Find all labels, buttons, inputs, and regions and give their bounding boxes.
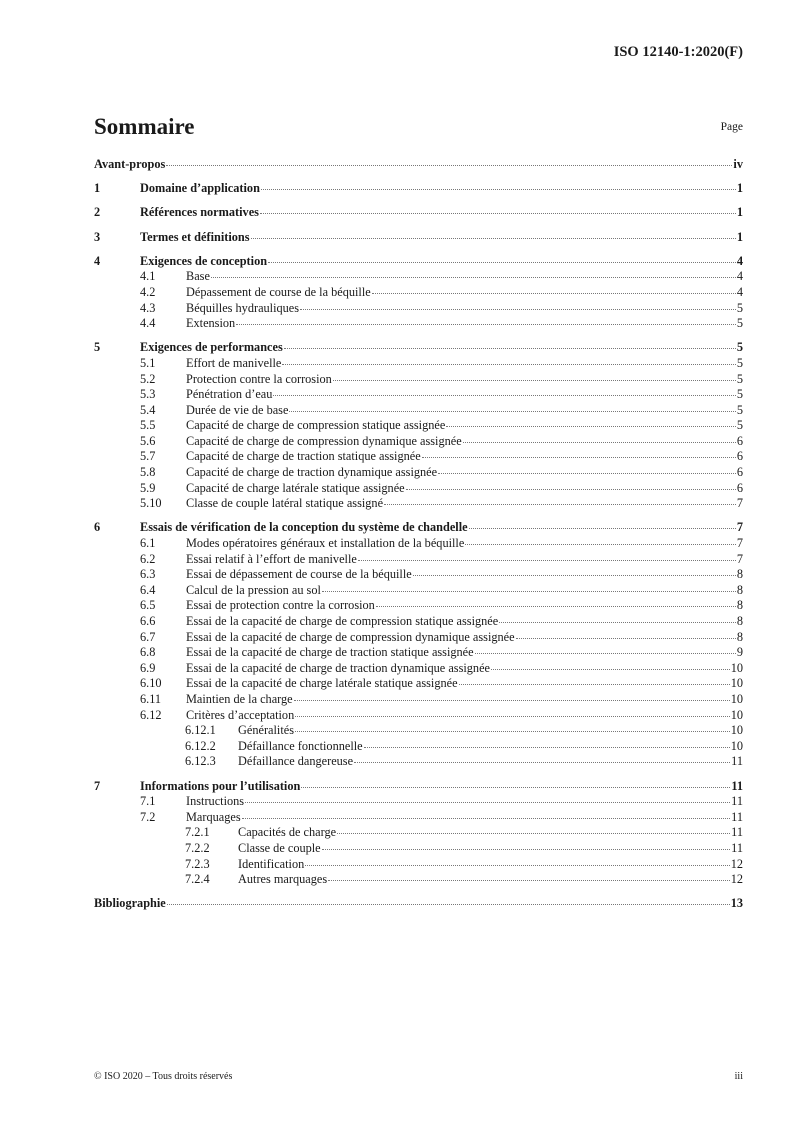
toc-leader-dots [463,442,736,443]
toc-entry-number: 5.1 [140,355,156,370]
toc-entry-title: Capacité de charge de compression dynamique assignée [186,433,462,448]
toc-entry-page: 5 [736,371,743,386]
toc-entry[interactable] [94,723,743,739]
toc-entry-number: 6.11 [140,691,162,706]
toc-entry[interactable] [94,301,743,317]
toc-entry-number: 4.3 [140,300,156,315]
toc-leader-dots [261,189,736,190]
toc-leader-dots [475,653,736,654]
toc-entry-number: 2 [94,205,101,220]
toc-entry-page: 6 [736,433,743,448]
toc-leader-dots [337,833,730,834]
toc-entry[interactable] [94,269,743,285]
toc-entry-number: 7.2.4 [185,872,210,887]
toc-entry-title: Défaillance fonctionnelle [238,738,363,753]
toc-leader-dots [422,457,736,458]
toc-entry[interactable] [94,857,743,873]
toc-entry[interactable] [94,598,743,614]
toc-entry-title: Critères d’acceptation [186,707,295,722]
toc-entry-number: 5.8 [140,465,156,480]
toc-entry-title: Effort de manivelle [186,355,282,370]
toc-entry-title: Marquages [186,809,241,824]
toc-leader-dots [295,716,729,717]
toc-leader-dots [438,473,736,474]
toc-entry[interactable] [94,316,743,332]
toc-entry[interactable] [94,676,743,692]
page-column-label: Page [720,121,743,133]
toc-entry-page: iv [733,157,743,171]
toc-entry[interactable] [94,403,743,419]
toc-leader-dots [294,700,730,701]
toc-entry-number: 6.1 [140,536,156,551]
toc-entry-page: 8 [736,582,743,597]
toc-entry[interactable] [94,205,743,221]
toc-entry-page: 10 [730,707,743,722]
toc-entry[interactable] [94,157,743,173]
toc-entry-title: Calcul de la pression au sol [186,582,321,597]
toc-entry-number: 7.1 [140,794,156,809]
toc-entry-page: 4 [736,284,743,299]
toc-entry-page: 5 [736,418,743,433]
toc-entry-page: 8 [736,598,743,613]
toc-entry-number: 3 [94,229,101,244]
toc-entry-page: 1 [736,181,743,196]
toc-entry-page: 11 [731,809,743,824]
toc-entry-title: Capacité de charge de compression statique assignée [186,418,446,433]
toc-entry-page: 4 [736,253,743,268]
toc-entry-title: Capacité de charge de traction statique assignée [186,449,421,464]
footer-copyright: © ISO 2020 – Tous droits réservés [94,1071,233,1082]
toc-leader-dots [260,213,736,214]
toc-entry-page: 6 [736,480,743,495]
toc-entry-title: Capacités de charge [238,825,337,840]
toc-entry[interactable] [94,434,743,450]
toc-entry-title: Béquilles hydrauliques [186,300,300,315]
toc-entry-title: Termes et définitions [140,229,250,244]
toc-entry-page: 5 [736,402,743,417]
toc-leader-dots [465,544,736,545]
toc-leader-dots [384,504,736,505]
toc-entry-number: 6.2 [140,551,156,566]
toc-entry-title: Maintien de la charge [186,691,293,706]
toc-entry-number: 5.7 [140,449,156,464]
toc-entry[interactable] [94,794,743,810]
toc-leader-dots [166,165,732,166]
toc-entry-title: Références normatives [140,205,259,220]
toc-entry-title: Base [186,269,210,284]
toc-entry-page: 6 [736,449,743,464]
toc-entry-title: Protection contre la corrosion [186,371,332,386]
toc-entry-page: 5 [736,387,743,402]
toc-entry-page: 5 [736,316,743,331]
document-id: ISO 12140-1:2020(F) [613,44,743,60]
toc-leader-dots [372,293,736,294]
toc-entry-page: 7 [736,536,743,551]
toc-entry-number: 7.2.1 [185,825,210,840]
toc-entry-number: 5.5 [140,418,156,433]
toc-entry[interactable] [94,754,743,770]
toc-entry-title: Classe de couple [238,840,321,855]
toc-entry-number: 5.4 [140,402,156,417]
toc-entry[interactable] [94,692,743,708]
toc-entry-number: 5 [94,340,101,355]
toc-entry-page: 1 [736,205,743,220]
toc-entry-page: 12 [730,856,743,871]
toc-entry-number: 4.2 [140,284,156,299]
toc-entry[interactable] [94,449,743,465]
toc-entry-title: Essais de vérification de la conception du système de chandelle [140,520,468,535]
toc-entry[interactable] [94,841,743,857]
toc-entry-title: Exigences de conception [140,253,268,268]
toc-entry-number: 6.8 [140,645,156,660]
toc-entry-number: 5.3 [140,387,156,402]
toc-entry-page: 11 [731,825,743,840]
toc-entry[interactable] [94,418,743,434]
toc-entry-title: Avant-propos [94,157,166,171]
toc-leader-dots [236,324,736,325]
toc-leader-dots [516,638,736,639]
toc-entry-number: 7.2.3 [185,856,210,871]
toc-entry[interactable] [94,552,743,568]
toc-entry-number: 6.9 [140,660,156,675]
toc-entry[interactable] [94,872,743,888]
toc-entry-number: 6.12.3 [185,754,216,769]
toc-entry-number: 7.2 [140,809,156,824]
toc-entry-number: 7 [94,778,101,793]
toc-entry-page: 8 [736,614,743,628]
toc-entry[interactable] [94,567,743,583]
toc-entry-number: 7.2.2 [185,840,210,855]
toc-leader-dots [358,560,736,561]
toc-leader-dots [499,622,736,623]
toc-entry-number: 6.10 [140,676,162,691]
toc-entry-title: Informations pour l’utilisation [140,778,301,793]
toc-entry-number: 6.3 [140,567,156,582]
toc-entry-page: 10 [730,738,743,753]
toc-entry-title: Défaillance dangereuse [238,754,354,769]
toc-entry-title: Modes opératoires généraux et installation de la béquille [186,536,465,551]
toc-leader-dots [282,364,735,365]
toc-entry[interactable] [94,810,743,826]
toc-entry-page: 10 [730,723,743,738]
toc-entry-number: 6.6 [140,614,156,628]
toc-entry-page: 13 [730,896,743,911]
toc-leader-dots [300,309,736,310]
toc-entry-title: Essai de la capacité de charge de compression statique assignée [186,614,499,628]
toc-leader-dots [289,411,735,412]
toc-entry-number: 6.12.1 [185,723,216,738]
toc-entry[interactable] [94,536,743,552]
toc-entry[interactable] [94,340,743,356]
toc-leader-dots [322,849,731,850]
toc-entry-title: Extension [186,316,236,331]
toc-leader-dots [446,426,736,427]
toc-leader-dots [167,904,730,905]
toc-leader-dots [284,348,736,349]
toc-entry-title: Pénétration d’eau [186,387,273,402]
toc-entry-number: 4.1 [140,269,156,284]
toc-leader-dots [354,762,730,763]
table-of-contents [94,157,743,912]
toc-leader-dots [469,528,736,529]
toc-entry-number: 6 [94,520,101,535]
toc-entry-number: 5.9 [140,480,156,495]
toc-entry-title: Essai de la capacité de charge latérale statique assignée [186,676,458,691]
toc-entry-title: Essai de la capacité de charge de traction statique assignée [186,645,474,660]
toc-leader-dots [211,277,736,278]
toc-entry[interactable] [94,520,743,536]
toc-entry[interactable] [94,661,743,677]
toc-entry-page: 12 [730,872,743,887]
toc-leader-dots [459,684,730,685]
toc-entry-page: 7 [736,496,743,511]
toc-entry[interactable] [94,181,743,197]
toc-leader-dots [301,787,730,788]
toc-leader-dots [251,238,736,239]
toc-entry-page: 5 [736,355,743,370]
toc-leader-dots [333,380,736,381]
toc-entry[interactable] [94,465,743,481]
toc-entry-number: 6.4 [140,582,156,597]
toc-entry-number: 1 [94,181,101,196]
toc-entry-title: Identification [238,856,305,871]
toc-leader-dots [242,818,731,819]
toc-entry[interactable] [94,708,743,724]
toc-leader-dots [376,606,736,607]
toc-leader-dots [295,731,730,732]
toc-leader-dots [413,575,736,576]
toc-entry-number: 6.12.2 [185,738,216,753]
toc-entry-number: 5.6 [140,433,156,448]
toc-entry-title: Essai de la capacité de charge de traction dynamique assignée [186,660,490,675]
toc-entry-page: 4 [736,269,743,284]
toc-leader-dots [364,747,730,748]
toc-entry-page: 11 [731,778,743,793]
toc-entry-page: 11 [731,754,743,769]
toc-entry[interactable] [94,630,743,646]
toc-entry-page: 5 [736,300,743,315]
toc-entry[interactable] [94,896,743,912]
toc-entry-number: 4.4 [140,316,156,331]
toc-entry[interactable] [94,583,743,599]
toc-entry-page: 7 [736,520,743,535]
toc-entry-page: 6 [736,465,743,480]
toc-entry[interactable] [94,285,743,301]
toc-entry[interactable] [94,614,743,630]
toc-entry-title: Bibliographie [94,896,166,911]
toc-entry-title: Essai de la capacité de charge de compression dynamique assignée [186,629,515,644]
footer-page-number: iii [734,1071,743,1082]
toc-entry-number: 5.10 [140,496,162,511]
toc-entry-title: Classe de couple latéral statique assigné [186,496,384,511]
toc-entry-page: 10 [730,676,743,691]
toc-entry[interactable] [94,481,743,497]
toc-entry-page: 10 [730,691,743,706]
toc-leader-dots [328,880,730,881]
toc-entry-page: 7 [736,551,743,566]
toc-entry[interactable] [94,230,743,246]
toc-leader-dots [273,395,735,396]
toc-entry-page: 8 [736,567,743,582]
toc-entry-page: 11 [731,840,743,855]
toc-leader-dots [322,591,736,592]
toc-entry-title: Dépassement de course de la béquille [186,284,371,299]
toc-entry[interactable] [94,254,743,270]
toc-entry-title: Généralités [238,723,294,738]
toc-entry-page: 8 [736,629,743,644]
toc-entry-title: Essai relatif à l’effort de manivelle [186,551,357,566]
toc-leader-dots [305,865,729,866]
toc-entry[interactable] [94,356,743,372]
toc-entry-page: 5 [736,340,743,355]
toc-entry-title: Autres marquages [238,872,328,887]
toc-entry[interactable] [94,645,743,661]
toc-entry-title: Capacité de charge de traction dynamique assignée [186,465,438,480]
toc-entry-number: 6.7 [140,629,156,644]
toc-entry-title: Domaine d’application [140,181,260,196]
toc-entry[interactable] [94,739,743,755]
toc-leader-dots [491,669,730,670]
toc-entry-title: Instructions [186,794,245,809]
toc-entry-number: 4 [94,253,101,268]
toc-entry-title: Durée de vie de base [186,402,289,417]
toc-entry[interactable] [94,825,743,841]
toc-entry-number: 6.5 [140,598,156,613]
toc-entry-page: 10 [730,660,743,675]
toc-leader-dots [406,489,736,490]
toc-entry-title: Capacité de charge latérale statique assignée [186,480,405,495]
toc-entry-title: Exigences de performances [140,340,283,355]
toc-entry-page: 9 [736,645,743,660]
toc-leader-dots [245,802,730,803]
toc-entry-title: Essai de dépassement de course de la béquille [186,567,412,582]
toc-leader-dots [268,262,736,263]
toc-entry[interactable] [94,496,743,512]
toc-entry[interactable] [94,387,743,403]
toc-entry[interactable] [94,372,743,388]
page-title: Sommaire [94,114,195,139]
toc-entry-page: 11 [731,794,743,809]
toc-entry-number: 6.12 [140,707,162,722]
toc-entry-page: 1 [736,229,743,244]
toc-entry-title: Essai de protection contre la corrosion [186,598,375,613]
toc-entry-number: 5.2 [140,371,156,386]
toc-entry[interactable] [94,779,743,795]
